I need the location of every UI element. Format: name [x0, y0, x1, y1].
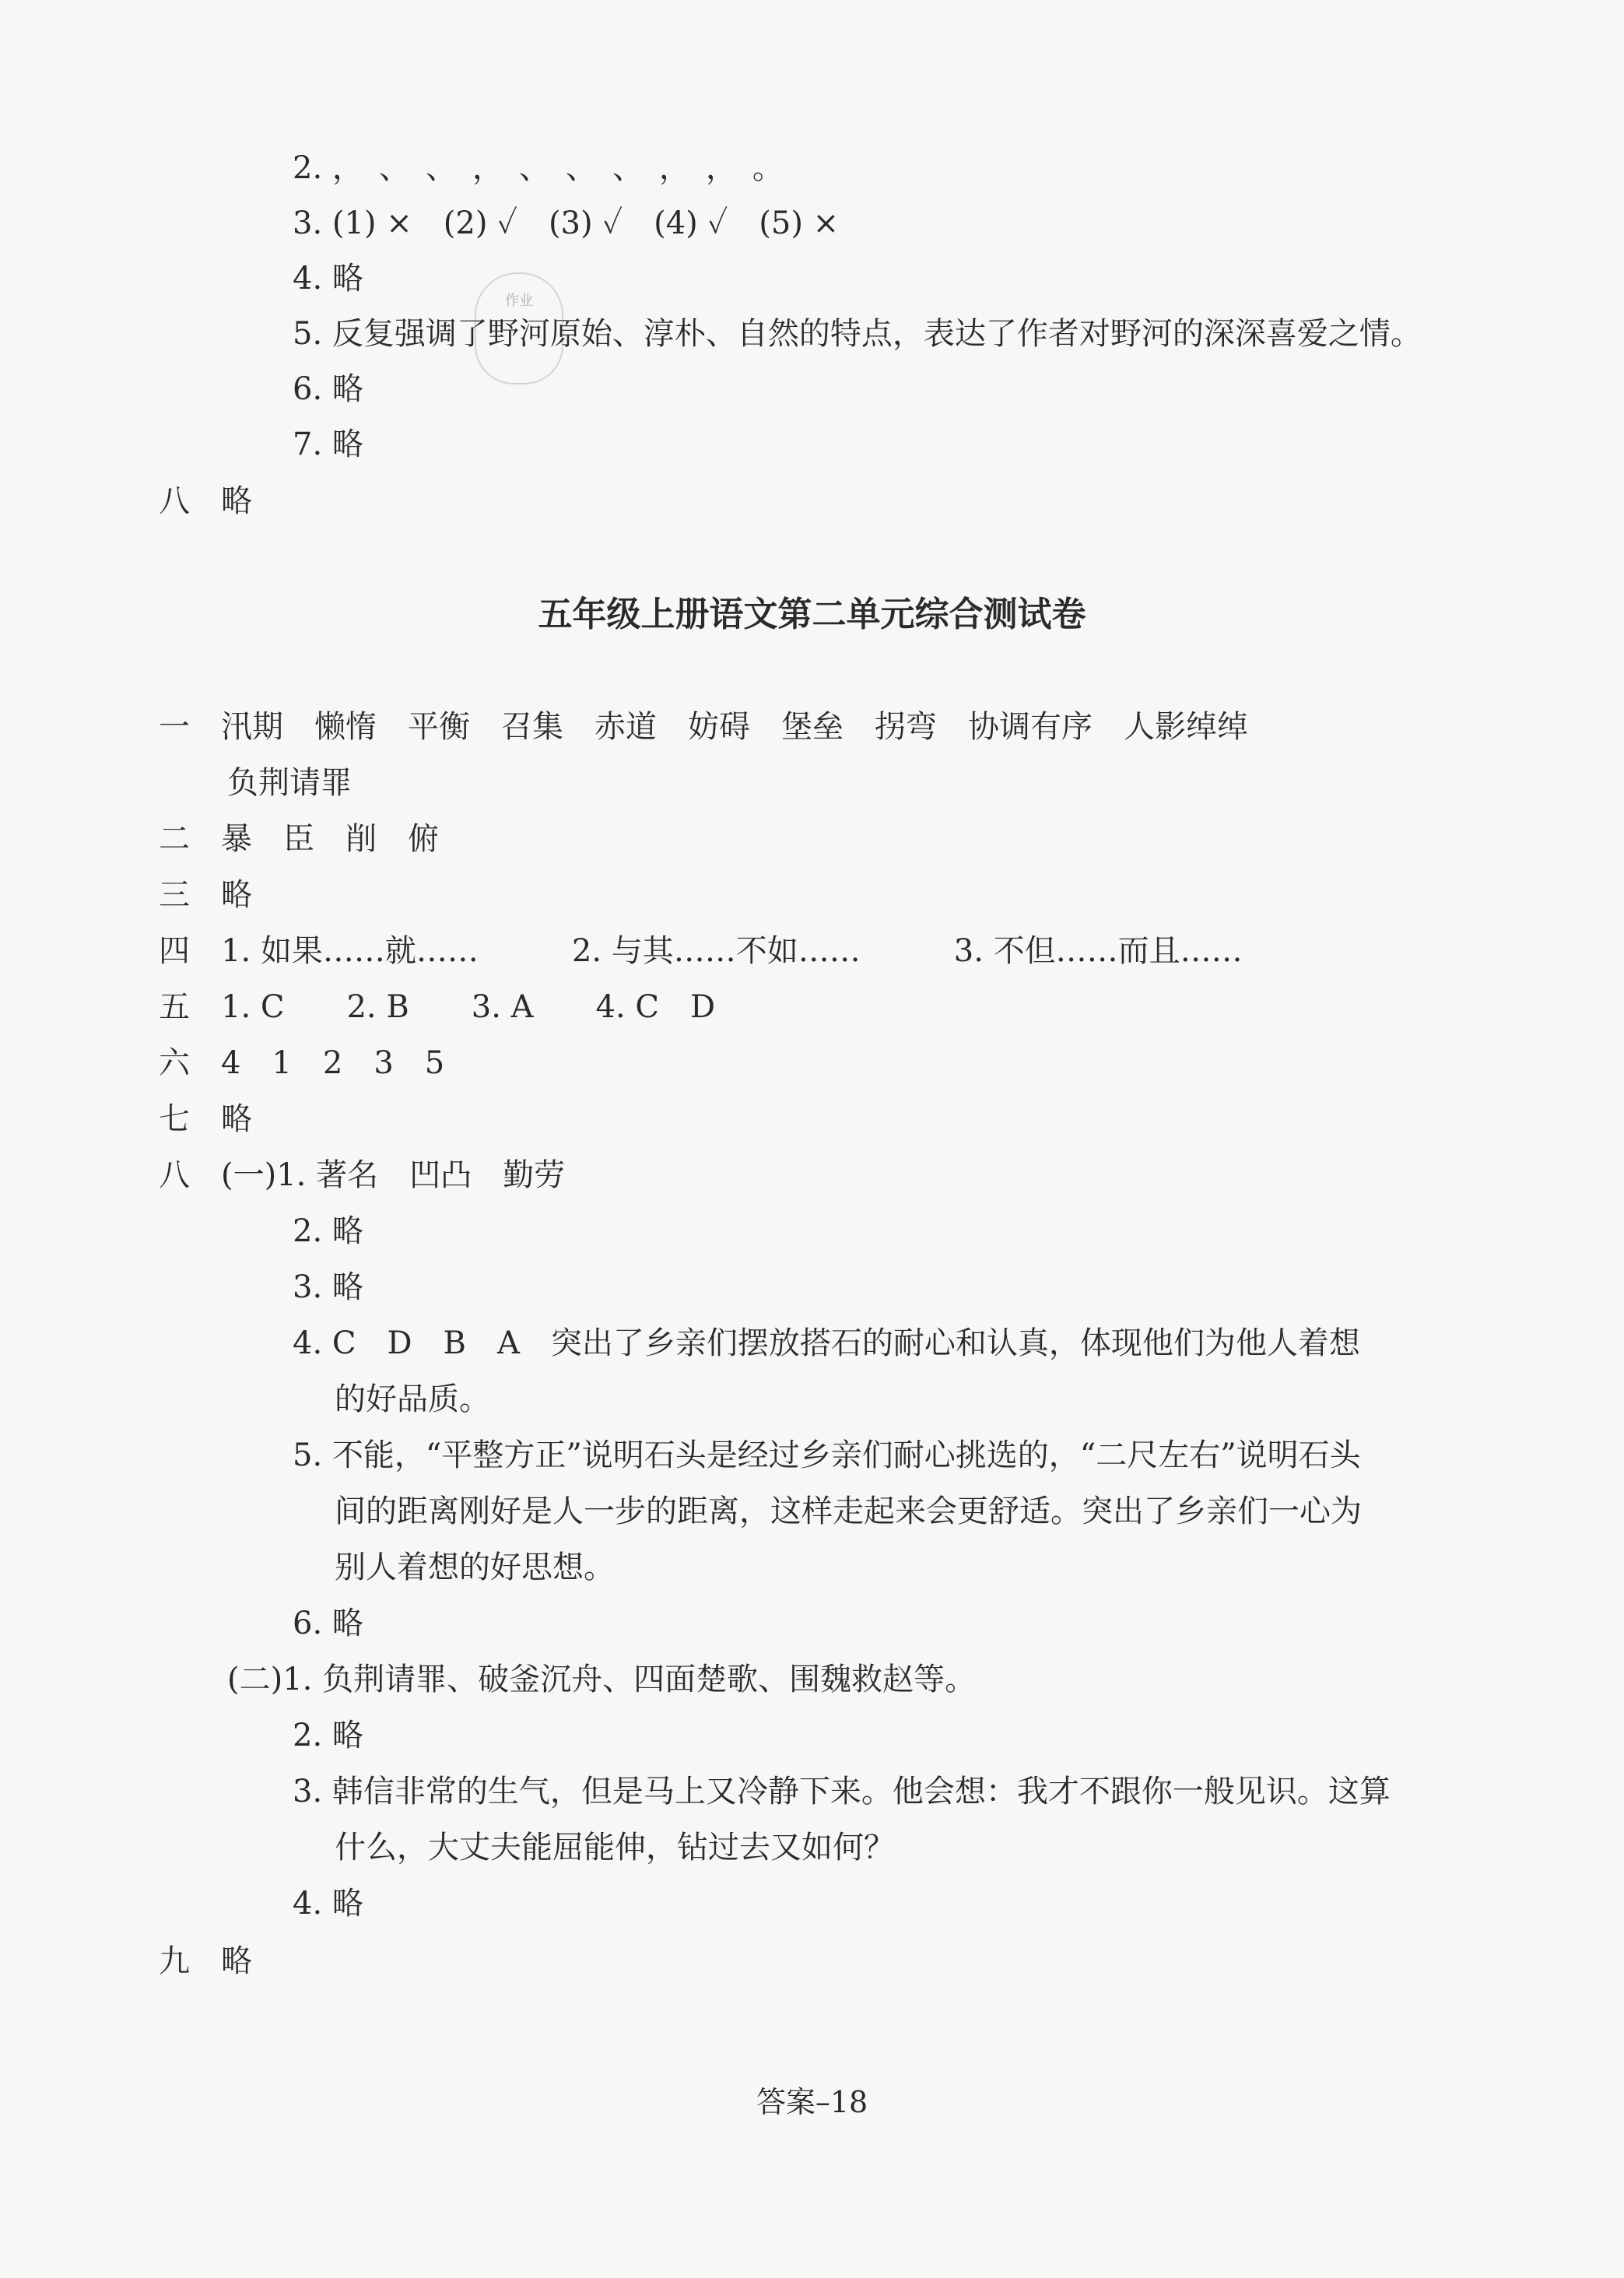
section-ba-3: 3. 略 — [293, 1269, 363, 1305]
answer-line-3: 3. (1) × (2) ✓ (3) ✓ (4) ✓ (5) × — [293, 205, 840, 241]
section-jiu: 九 略 — [159, 1943, 252, 1979]
answer-line-6: 6. 略 — [293, 371, 363, 407]
section-ba-5-cont1: 间的距离刚好是人一步的距离，这样走起来会更舒适。突出了乡亲们一心为 — [335, 1494, 1362, 1529]
section-san: 三 略 — [159, 877, 252, 913]
section-ba: 八 略 — [159, 483, 252, 519]
answer-line-4: 4. 略 — [293, 261, 363, 297]
page-title: 五年级上册语文第二单元综合测试卷 — [538, 595, 1086, 634]
page-footer: 答案–18 — [756, 2085, 868, 2119]
stamp-label: 作业 — [505, 293, 533, 309]
section-er: 二 暴 臣 削 俯 — [159, 821, 439, 857]
section-yi: 一 汛期 懒惰 平衡 召集 赤道 妨碍 堡垒 拐弯 协调有序 人影绰绰 — [159, 709, 1248, 745]
section-liu: 六 4 1 2 3 5 — [159, 1045, 445, 1081]
answer-line-2: 2. ， 、 、 ， 、 、 、 ， ， 。 — [293, 150, 784, 186]
section-b2-3: 3. 韩信非常的生气，但是马上又冷静下来。他会想：我才不跟你一般见识。这算 — [293, 1774, 1391, 1809]
answer-line-7: 7. 略 — [293, 426, 363, 462]
section-wu: 五 1. C 2. B 3. A 4. C D — [159, 989, 716, 1025]
answer-line-5: 5. 反复强调了野河原始、淳朴、自然的特点，表达了作者对野河的深深喜爱之情。 — [293, 316, 1422, 352]
section-b2-2: 2. 略 — [293, 1718, 363, 1753]
section-ba-1: 八 (一)1. 著名 凹凸 勤劳 — [159, 1157, 566, 1193]
section-ba-5: 5. 不能，“平整方正”说明石头是经过乡亲们耐心挑选的，“二尺左右”说明石头 — [293, 1437, 1361, 1473]
section-b2-1: (二)1. 负荆请罪、破釜沉舟、四面楚歌、围魏救赵等。 — [227, 1662, 977, 1697]
section-b2-3-cont: 什么，大丈夫能屈能伸，钻过去又如何？ — [335, 1830, 895, 1866]
section-b2-4: 4. 略 — [293, 1886, 363, 1922]
section-ba-6: 6. 略 — [293, 1606, 363, 1641]
section-ba-4-cont: 的好品质。 — [335, 1381, 490, 1417]
section-ba-2: 2. 略 — [293, 1213, 363, 1249]
section-si: 四 1. 如果……就…… 2. 与其……不如…… 3. 不但……而且…… — [159, 933, 1243, 969]
section-ba-4: 4. C D B A 突出了乡亲们摆放搭石的耐心和认真，体现他们为他人着想 — [293, 1325, 1360, 1361]
section-ba-5-cont2: 别人着想的好思想。 — [335, 1550, 615, 1585]
section-qi: 七 略 — [159, 1101, 252, 1137]
section-yi-cont: 负荆请罪 — [227, 765, 352, 801]
